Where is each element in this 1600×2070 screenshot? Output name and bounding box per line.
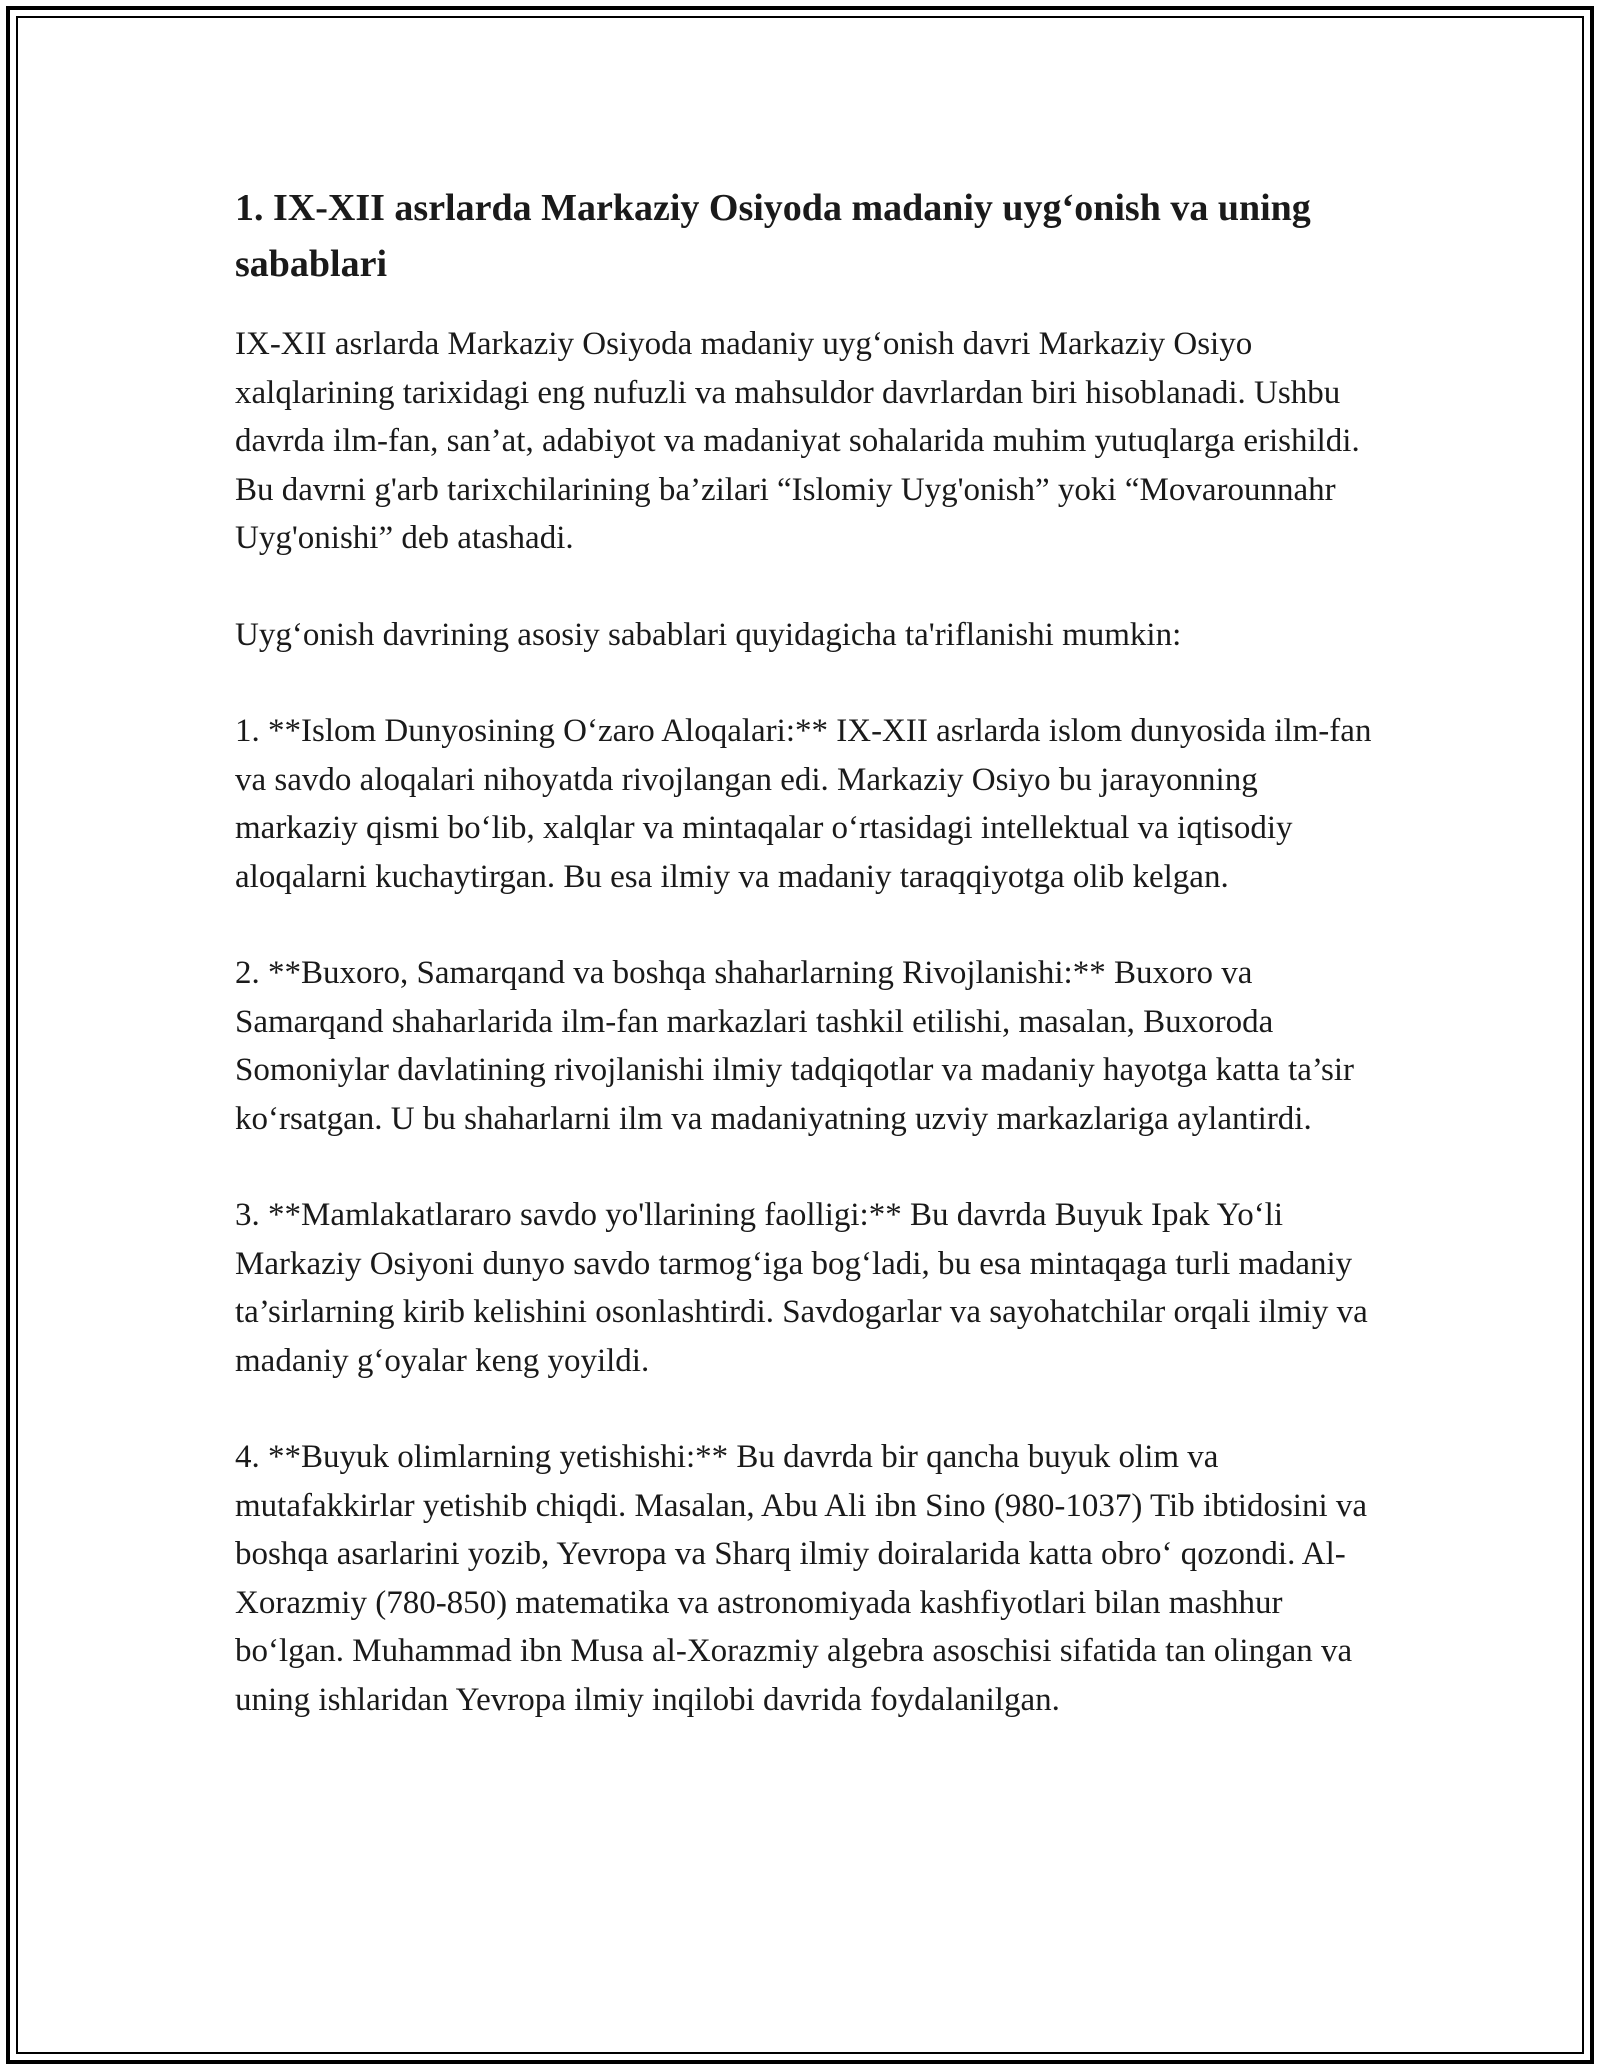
cause-item-3: 3. **Mamlakatlararo savdo yo'llarining faolligi:** Bu davrda Buyuk Ipak Yo‘li Markaziy Osiyoni dunyo savdo tarmog‘iga bog‘ladi, bu esa mintaqaga turli madaniy ta’sirlarning kirib kelishini osonlashtirdi. Savdogarlar va sayohatchilar orqali ilmiy va madaniy g‘oyalar keng yoyildi. [235,1197,1368,1379]
cause-item-4: 4. **Buyuk olimlarning yetishishi:** Bu davrda bir qancha buyuk olim va mutafakkirlar yetishib chiqdi. Masalan, Abu Ali ibn Sino (980-1037) Tib ibtidosini va boshqa asarlarini yozib, Yevropa va Sharq ilmiy doiralarida katta obro‘ qozondi. Al-Xorazmiy (780-850) matematika va astronomiyada kashfiyotlari bilan mashhur bo‘lgan. Muhammad ibn Musa al-Xorazmiy algebra asoschisi sifatida tan olingan va uning ishlaridan Yevropa ilmiy inqilobi davrida foydalanilgan. [235,1439,1368,1718]
cause-item-1: 1. **Islom Dunyosining O‘zaro Aloqalari:** IX-XII asrlarda islom dunyosida ilm-fan va savdo aloqalari nihoyatda rivojlangan edi. Markaziy Osiyo bu jarayonning markaziy qismi bo‘lib, xalqlar va mintaqalar o‘rtasidagi intellektual va iqtisodiy aloqalarni kuchaytirgan. Bu esa ilmiy va madaniy taraqqiyotga olib kelgan. [235,713,1372,895]
section-heading: 1. IX-XII asrlarda Markaziy Osiyoda madaniy uyg‘onish va uning sabablari [235,187,1311,285]
cause-item-2: 2. **Buxoro, Samarqand va boshqa shaharlarning Rivojlanishi:** Buxoro va Samarqand shaharlarida ilm-fan markazlari tashkil etilishi, masalan, Buxoroda Somoniylar davlatining rivojlanishi ilmiy tadqiqotlar va madaniy hayotga katta ta’sir ko‘rsatgan. U bu shaharlarni ilm va madaniyatning uzviy markazlariga aylantirdi. [235,955,1355,1137]
intro-paragraph: IX-XII asrlarda Markaziy Osiyoda madaniy uyg‘onish davri Markaziy Osiyo xalqlarining tarixidagi eng nufuzli va mahsuldor davrlardan biri hisoblanadi. Ushbu davrda ilm-fan, san’at, adabiyot va madaniyat sohalarida muhim yutuqlarga erishildi. Bu davrni g'arb tarixchilarining ba’zilari “Islomiy Uyg'onish” yoki “Movarounnahr Uyg'onishi” deb atashadi. [235,326,1360,556]
causes-intro-paragraph: Uyg‘onish davrining asosiy sabablari quyidagicha ta'riflanishi mumkin: [235,616,1182,653]
document-body [235,180,1385,1724]
